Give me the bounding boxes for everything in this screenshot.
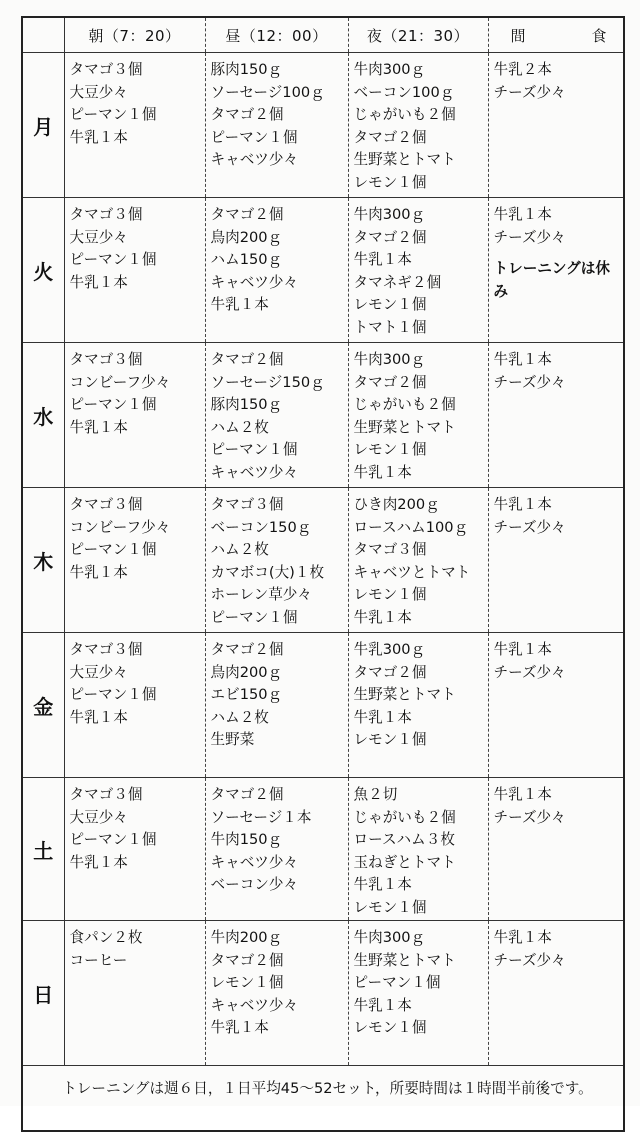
day-label: 月 — [22, 53, 64, 198]
menu-item: レモン１個 — [353, 173, 427, 191]
menu-item: タマゴ２個 — [353, 128, 427, 146]
lunch-header: 昼（12：00） — [205, 17, 348, 53]
menu-item: 生野菜 — [210, 731, 255, 748]
breakfast-cell — [64, 633, 205, 778]
menu-item: タマゴ３個 — [353, 541, 427, 558]
menu-item: タマゴ２個 — [210, 351, 284, 368]
menu-item: キャベツ少々 — [210, 853, 299, 871]
menu-item: タマゴ３個 — [69, 496, 143, 513]
lunch-cell — [205, 488, 348, 633]
menu-item: 大豆少々 — [69, 663, 128, 681]
menu-item: 牛乳１本 — [353, 608, 412, 626]
snack-header-char: 間 — [510, 26, 527, 45]
menu-item: 牛乳１本 — [69, 563, 128, 581]
menu-item: じゃがいも２個 — [353, 808, 456, 826]
menu-item: 鳥肉200ｇ — [210, 663, 283, 681]
table-row — [22, 778, 624, 921]
menu-item: ピーマン１個 — [69, 686, 157, 703]
menu-item: ロースハム100ｇ — [353, 518, 469, 536]
table-row — [22, 343, 624, 488]
snack-header — [488, 17, 624, 53]
menu-item: レモン１個 — [353, 1019, 427, 1036]
menu-item: ピーマン１個 — [210, 608, 298, 626]
menu-item: チーズ少々 — [493, 951, 566, 969]
menu-item: ベーコン150ｇ — [210, 518, 312, 536]
header-row — [22, 17, 624, 53]
snack-cell — [488, 53, 624, 198]
lunch-cell — [205, 198, 348, 343]
menu-item: ピーマン１個 — [69, 106, 157, 123]
menu-item: タマゴ３個 — [69, 351, 143, 368]
menu-item: 牛乳１本 — [493, 206, 552, 223]
menu-item: ひき肉200ｇ — [353, 496, 440, 513]
breakfast-cell — [64, 53, 205, 198]
menu-item: 牛乳１本 — [69, 853, 128, 871]
dinner-cell — [348, 488, 488, 633]
lunch-cell — [205, 921, 348, 1066]
menu-item: カマボコ(大)１枚 — [210, 563, 325, 581]
menu-item: タマゴ２個 — [353, 663, 427, 681]
menu-item: ソーセージ１本 — [210, 808, 312, 826]
table-body — [22, 53, 624, 1066]
menu-item: チーズ少々 — [493, 83, 566, 101]
training-rest-note: トレーニングは休み — [493, 260, 610, 300]
menu-item: レモン１個 — [353, 441, 427, 458]
menu-item: タマゴ２個 — [210, 206, 284, 223]
menu-item: チーズ少々 — [493, 663, 566, 681]
menu-item: 大豆少々 — [69, 808, 128, 826]
menu-item: チーズ少々 — [493, 373, 566, 391]
menu-item: 豚肉150ｇ — [210, 61, 283, 78]
dinner-header: 夜（21：30） — [348, 17, 488, 53]
menu-item: タマゴ２個 — [353, 373, 427, 391]
footer-note: トレーニングは週６日，１日平均45～52セット，所要時間は１時間半前後です。 — [62, 1080, 593, 1097]
menu-item: 牛肉300ｇ — [353, 206, 426, 223]
menu-item: 生野菜とトマト — [353, 151, 456, 168]
menu-item: 豚肉150ｇ — [210, 396, 283, 413]
menu-item: ピーマン１個 — [69, 396, 157, 413]
menu-item: 鳥肉200ｇ — [210, 228, 283, 246]
menu-item: 牛乳１本 — [353, 708, 412, 726]
snack-cell — [488, 488, 624, 633]
meal-schedule-table — [21, 16, 625, 1132]
menu-item: チーズ少々 — [493, 228, 566, 246]
menu-item: キャベツ少々 — [210, 996, 299, 1014]
menu-item: エビ150ｇ — [210, 686, 283, 703]
lunch-cell — [205, 343, 348, 488]
menu-item: 生野菜とトマト — [353, 686, 456, 703]
dinner-cell — [348, 778, 488, 921]
footer-row — [22, 1066, 624, 1132]
menu-item: 牛乳１本 — [69, 128, 128, 146]
menu-item: 牛乳１本 — [493, 351, 552, 368]
dinner-cell — [348, 53, 488, 198]
menu-item: レモン１個 — [353, 898, 427, 916]
lunch-cell — [205, 633, 348, 778]
menu-item: 牛肉300ｇ — [353, 351, 426, 368]
menu-item: 牛肉150ｇ — [210, 831, 283, 848]
menu-item: ベーコン少々 — [210, 876, 299, 893]
menu-item: タマゴ３個 — [69, 61, 143, 78]
menu-item: ピーマン１個 — [69, 831, 157, 848]
day-label: 火 — [22, 198, 64, 343]
breakfast-cell — [64, 778, 205, 921]
menu-item: ハム２枚 — [210, 418, 269, 436]
menu-item: タマゴ２個 — [210, 786, 284, 803]
menu-item: キャベツ少々 — [210, 463, 299, 481]
menu-item: タマゴ２個 — [353, 228, 427, 246]
menu-item: コーヒー — [69, 951, 128, 969]
menu-item: レモン１個 — [210, 974, 284, 991]
menu-item: ロースハム３枚 — [353, 831, 455, 848]
breakfast-cell — [64, 343, 205, 488]
day-label: 水 — [22, 343, 64, 488]
menu-item: タマネギ２個 — [353, 273, 442, 291]
menu-item: タマゴ３個 — [69, 641, 143, 658]
menu-item: タマゴ３個 — [69, 786, 143, 803]
menu-item: レモン１個 — [353, 731, 427, 748]
menu-item: レモン１個 — [353, 586, 427, 603]
menu-item: ハム２枚 — [210, 541, 269, 558]
dinner-cell — [348, 343, 488, 488]
footer-cell — [22, 1066, 624, 1132]
menu-item: 牛乳１本 — [493, 496, 552, 513]
dinner-cell — [348, 633, 488, 778]
menu-item: 大豆少々 — [69, 83, 128, 101]
menu-item: ソーセージ150ｇ — [210, 373, 325, 391]
menu-item: キャベツ少々 — [210, 151, 299, 168]
menu-item: 牛乳１本 — [210, 296, 269, 313]
menu-item: 牛乳１本 — [69, 273, 128, 291]
breakfast-cell — [64, 488, 205, 633]
menu-item: チーズ少々 — [493, 808, 566, 826]
menu-item: 食パン２枚 — [69, 929, 143, 946]
menu-item: キャベツ少々 — [210, 273, 299, 291]
menu-item: トマト１個 — [353, 318, 427, 336]
table-row — [22, 633, 624, 778]
table-row — [22, 921, 624, 1066]
day-label: 木 — [22, 488, 64, 633]
menu-item: 牛肉300ｇ — [353, 61, 426, 78]
menu-item: じゃがいも２個 — [353, 106, 456, 123]
day-label: 金 — [22, 633, 64, 778]
menu-item: 生野菜とトマト — [353, 951, 456, 969]
menu-item: ピーマン１個 — [69, 251, 157, 268]
day-label: 土 — [22, 778, 64, 921]
menu-item: 牛乳１本 — [69, 418, 128, 436]
menu-item: タマゴ３個 — [210, 496, 284, 513]
menu-item: キャベツとトマト — [353, 563, 471, 581]
table-row — [22, 53, 624, 198]
breakfast-header: 朝（7：20） — [64, 17, 205, 53]
snack-cell — [488, 198, 624, 343]
menu-item: 魚２切 — [353, 786, 398, 803]
menu-item: ハム150ｇ — [210, 251, 283, 268]
menu-item: 牛乳１本 — [353, 876, 412, 893]
menu-item: じゃがいも２個 — [353, 396, 456, 413]
menu-item: 牛乳１本 — [493, 641, 552, 658]
menu-item: 牛乳300ｇ — [353, 641, 426, 658]
menu-item: タマゴ２個 — [210, 106, 284, 123]
menu-item: ピーマン１個 — [353, 974, 441, 991]
menu-item: ピーマン１個 — [210, 441, 298, 458]
menu-item: 牛乳１本 — [353, 996, 412, 1014]
menu-item: 牛肉300ｇ — [353, 929, 426, 946]
snack-cell — [488, 343, 624, 488]
menu-item: 玉ねぎとトマト — [353, 853, 456, 871]
table-row — [22, 488, 624, 633]
snack-cell — [488, 633, 624, 778]
breakfast-cell — [64, 921, 205, 1066]
menu-item: コンビーフ少々 — [69, 373, 171, 391]
menu-item: ホーレン草少々 — [210, 586, 312, 603]
menu-item: チーズ少々 — [493, 518, 566, 536]
menu-item: 牛乳１本 — [69, 708, 128, 726]
menu-item: 牛乳２本 — [493, 61, 552, 78]
menu-item: ソーセージ100ｇ — [210, 83, 325, 101]
snack-header-char: 食 — [591, 26, 607, 45]
menu-item: コンビーフ少々 — [69, 518, 171, 536]
menu-item: 牛肉200ｇ — [210, 929, 283, 946]
menu-item: 大豆少々 — [69, 228, 128, 246]
lunch-cell — [205, 53, 348, 198]
menu-item: 牛乳１本 — [493, 786, 552, 803]
lunch-cell — [205, 778, 348, 921]
corner-cell — [22, 17, 64, 53]
menu-item: 牛乳１本 — [353, 463, 412, 481]
menu-item: タマゴ３個 — [69, 206, 143, 223]
menu-item: ピーマン１個 — [210, 128, 298, 146]
menu-item: ベーコン100ｇ — [353, 83, 455, 101]
menu-item: レモン１個 — [353, 296, 427, 313]
table-row — [22, 198, 624, 343]
day-label: 日 — [22, 921, 64, 1066]
menu-item: ハム２枚 — [210, 708, 269, 726]
menu-item: 生野菜とトマト — [353, 418, 456, 436]
menu-item: タマゴ２個 — [210, 641, 284, 658]
menu-item: タマゴ２個 — [210, 951, 284, 969]
menu-item: 牛乳１本 — [210, 1019, 269, 1036]
dinner-cell — [348, 921, 488, 1066]
dinner-cell — [348, 198, 488, 343]
snack-cell — [488, 921, 624, 1066]
snack-cell — [488, 778, 624, 921]
menu-item: 牛乳１本 — [493, 929, 552, 946]
menu-item: ピーマン１個 — [69, 541, 157, 558]
menu-item: 牛乳１本 — [353, 251, 412, 268]
breakfast-cell — [64, 198, 205, 343]
